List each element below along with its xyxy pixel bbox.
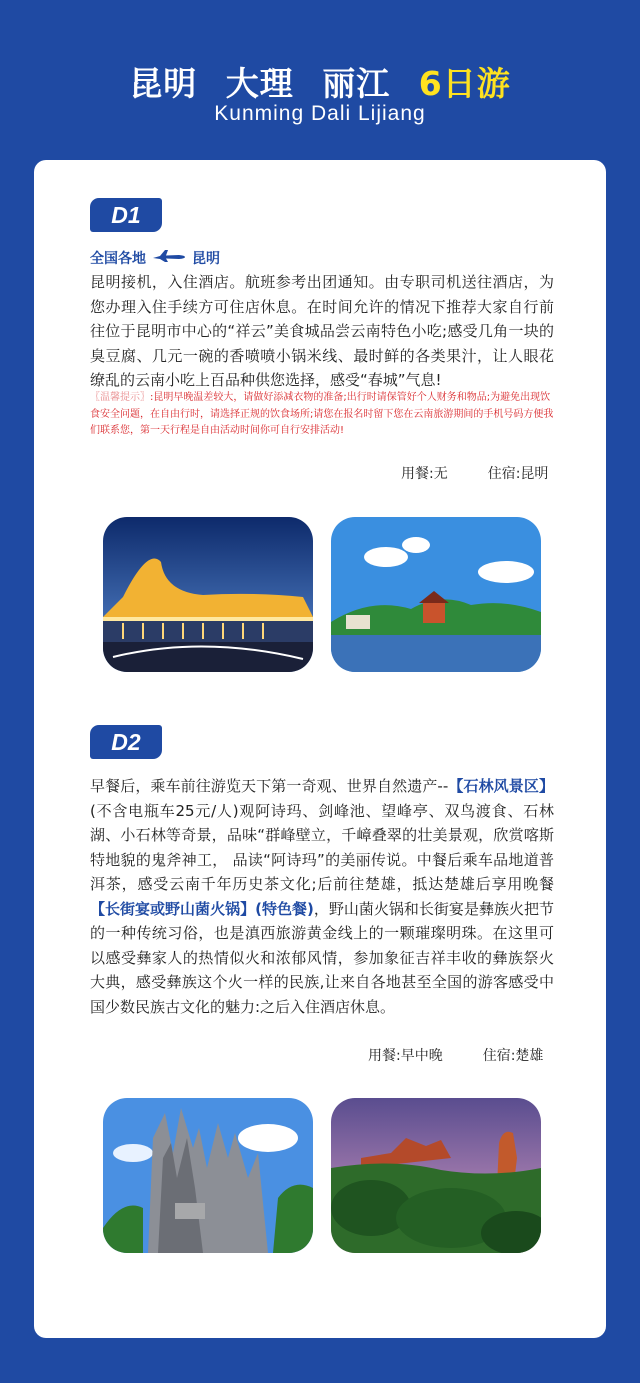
day2-highlight-stone-forest: 【石林风景区】 [448, 777, 554, 795]
stay-info: 住宿:昆明 [487, 466, 549, 482]
tip-label: 〖温馨提示〗 [90, 392, 150, 403]
day1-description: 昆明接机，入住酒店。航班参考出团通知。由专职司机送往酒店，为您办理入住手续方可住店休息。在时间允许的情况下推荐大家自行前往位于昆明市中心的“祥云”美食城品尝云南特色小吃;感受几角一块的臭豆腐、几元一碗的香喷喷小锅米线、最时鲜的各类果汁，让人眼花缭乱的云南小吃上百品种供您选择，感受“春城”气息! [90, 273, 554, 389]
day2-text-a: 早餐后，乘车前往游览天下第一奇观、世界自然遗产-- [90, 777, 449, 795]
tip-text: :昆明早晚温差较大，请做好添减衣物的准备;出行时请保管好个人财务和物品;为避免出现饮食安全问题，在自由行时，请选择正规的饮食场所;请您在报名时留下您在云南旅游期间的手机号码方便我们联系您，第一天行程是自由活动时间你可自行安排活动! [90, 392, 554, 436]
page-title [0, 58, 640, 105]
header [0, 0, 640, 160]
day2-highlight-dinner: 【长街宴或野山菌火锅】(特色餐) [90, 899, 314, 918]
red-rock-landscape-photo [331, 1098, 541, 1253]
day1-tip [90, 390, 554, 440]
route-from: 全国各地 [90, 251, 146, 267]
airport-photo [103, 517, 313, 672]
meal-info: 用餐:早中晚 [368, 1048, 443, 1064]
title-city-kunming: 昆明 [129, 64, 198, 103]
route-to: 昆明 [192, 251, 220, 267]
day-tag-d2: D2 [90, 725, 162, 759]
stay-info: 住宿:楚雄 [482, 1048, 544, 1064]
page-subtitle: Kunming Dali Lijiang [214, 102, 426, 125]
day2-description [90, 774, 554, 1019]
day-tag-d1: D1 [90, 198, 162, 232]
title-city-lijiang: 丽江 [322, 64, 391, 103]
day2-meal-stay [368, 1045, 543, 1065]
day1-meal-stay [401, 463, 548, 483]
day2-text-c: ，野山菌火锅和长街宴是彝族火把节的一种传统习俗，也是滇西旅游黄金线上的一颗璀璨明珠。在这里可以感受彝家人的热情似火和浓郁风情，参加象征吉祥丰收的彝族祭火大典，感受彝族这个火一样的民族,让来自各地甚至全国的游客感受中国少数民族古文化的魅力:之后入住酒店休息。 [90, 899, 554, 1016]
meal-info: 用餐:无 [401, 466, 448, 482]
title-duration: 6日游 [418, 64, 511, 103]
lake-pavilion-photo [331, 517, 541, 672]
title-city-dali: 大理 [225, 64, 294, 103]
day2-text-b: (不含电瓶车25元/人)观阿诗玛、剑峰池、望峰亭、双鸟渡食、石林湖、小石林等奇景，品味“群峰壁立，千嶂叠翠的壮美景观，欣赏喀斯特地貌的鬼斧神工， 品读“阿诗玛”的美丽传说。中餐后乘车品地道普洱茶，感受云南千年历史茶文化;后前往楚雄，抵达楚雄后享用晚餐 [90, 801, 554, 893]
stone-forest-photo [103, 1098, 313, 1253]
route-line-d1 [90, 248, 220, 268]
airplane-icon [152, 249, 186, 267]
